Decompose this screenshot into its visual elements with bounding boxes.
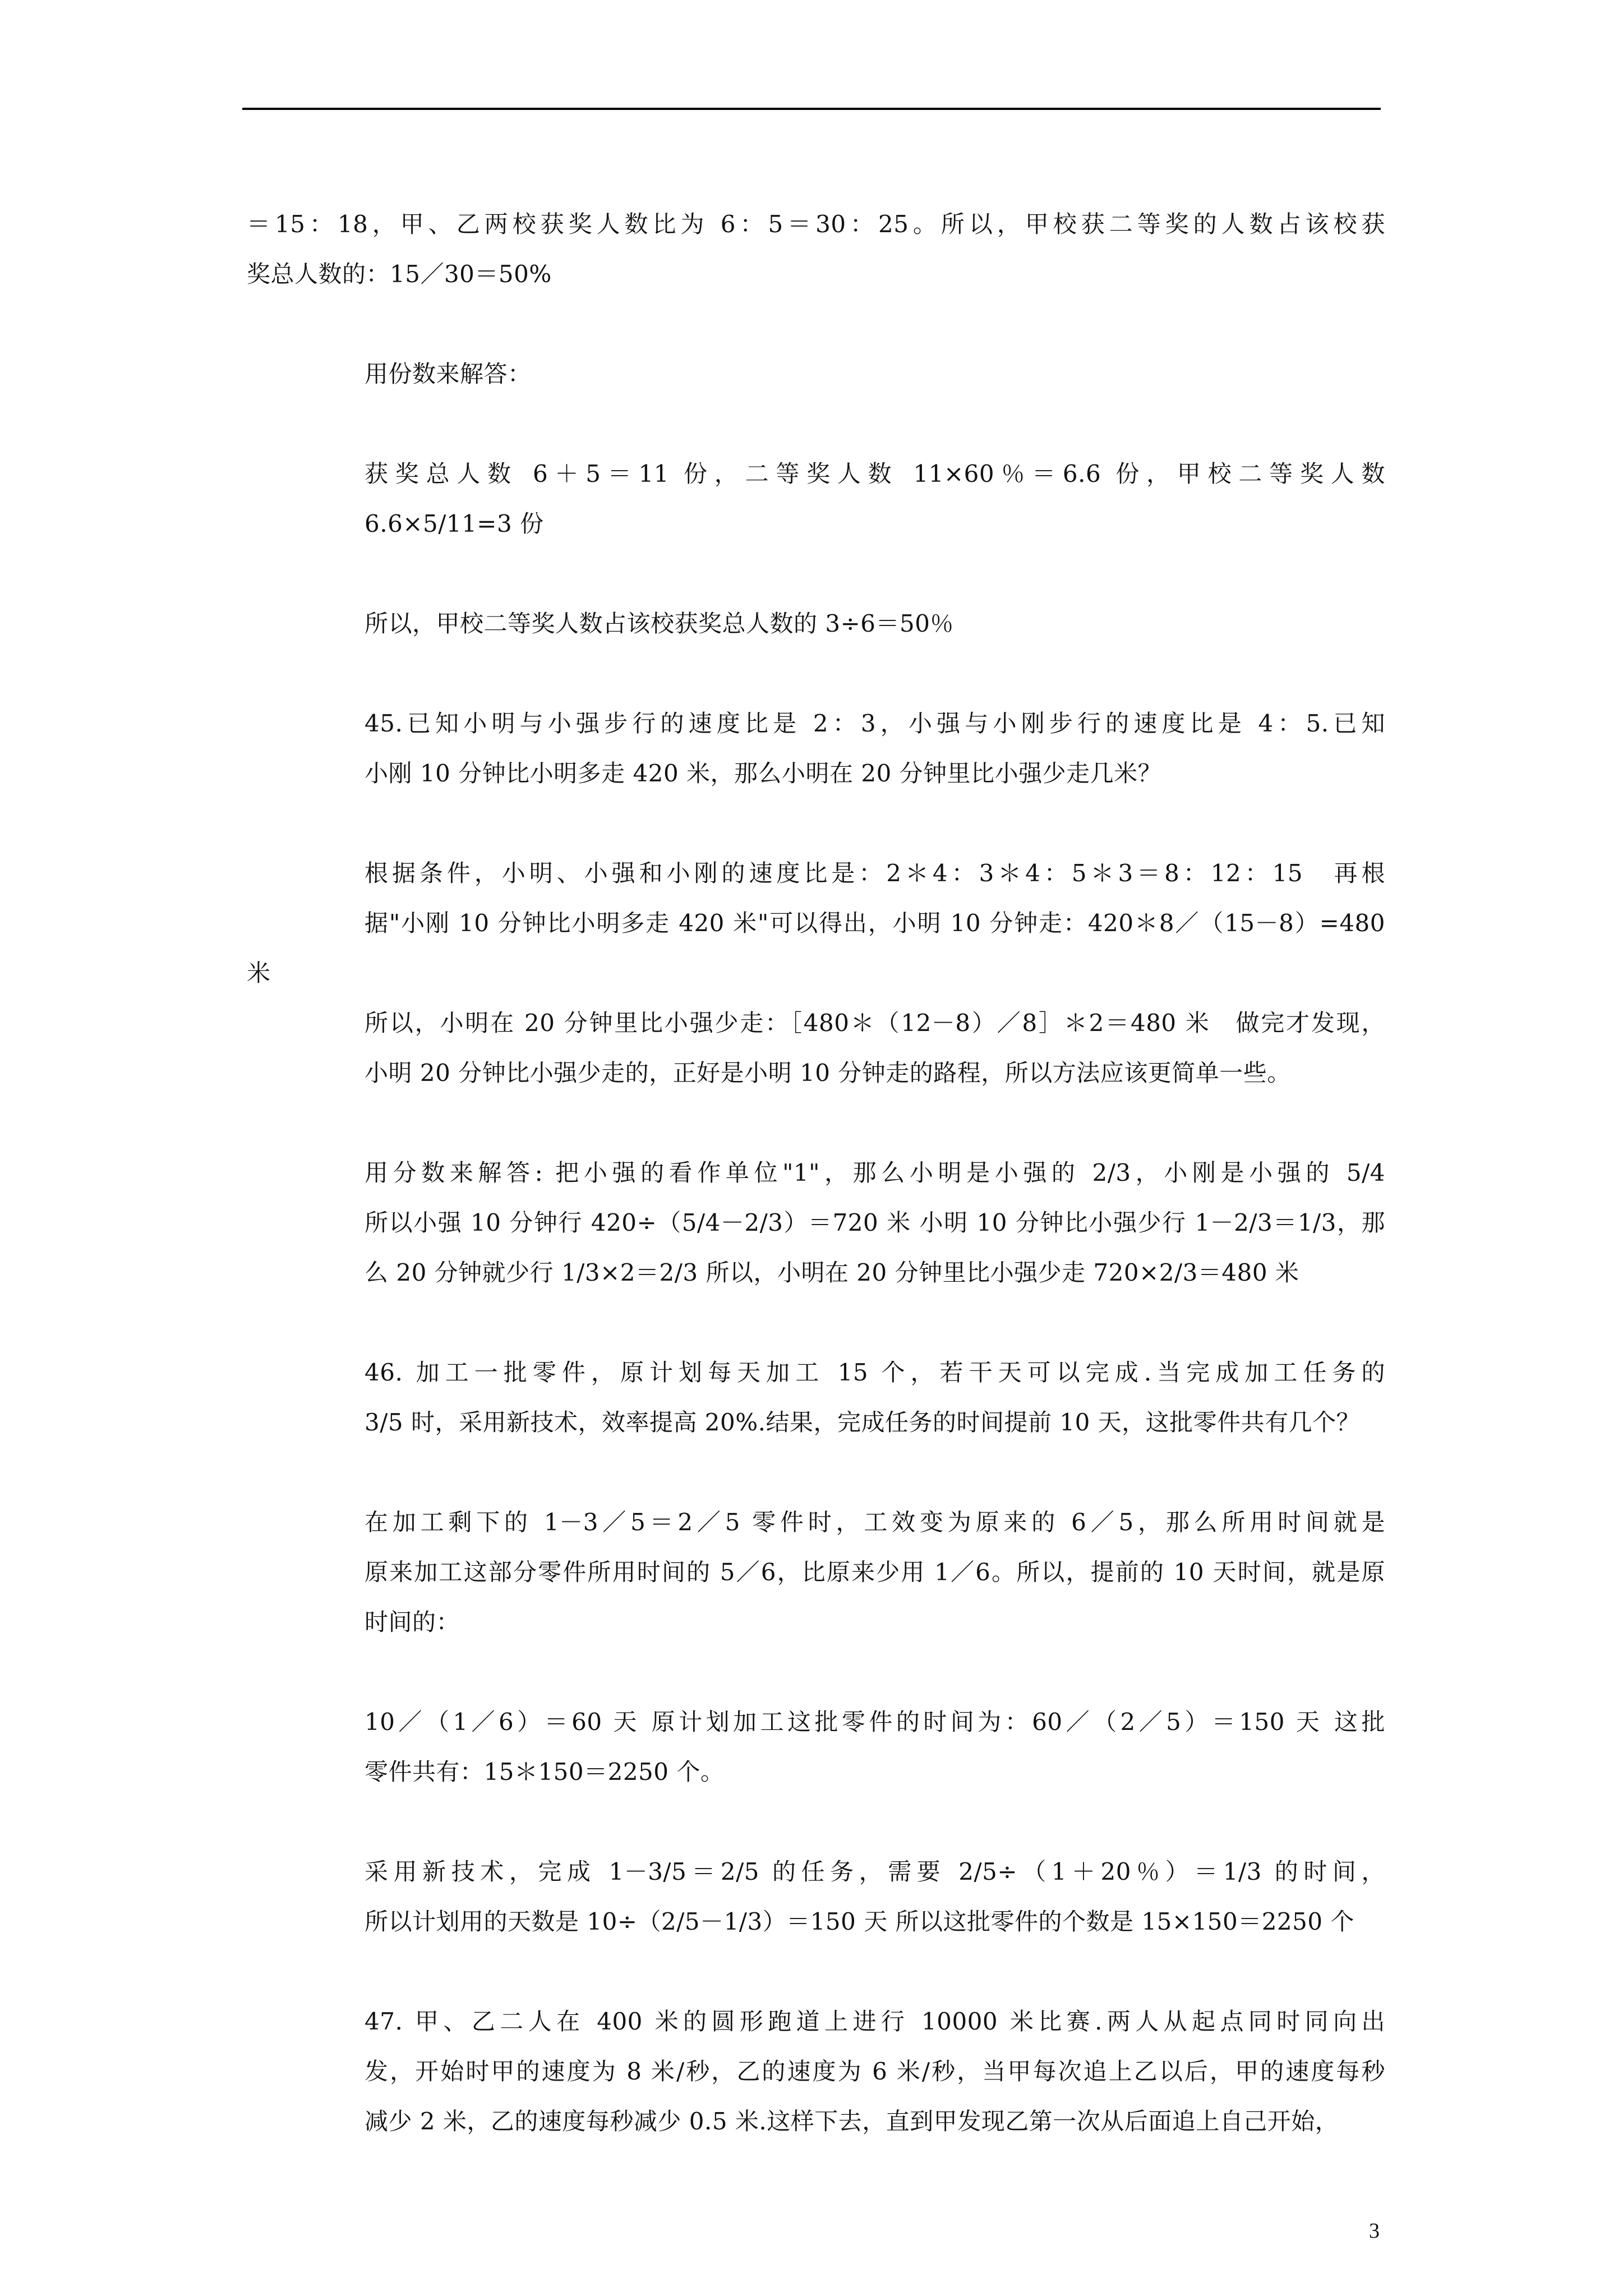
text-line: 所以小强 10 分钟行 420÷（5/4－2/3）＝720 米 小明 10 分钟比小强少行 1－2/3＝1/3，那	[365, 1209, 1385, 1236]
text-line: 6.6×5/11=3 份	[365, 510, 544, 537]
text-line: 用份数来解答：	[365, 360, 532, 388]
paragraph	[247, 1347, 1385, 1447]
text-line: 时间的：	[365, 1608, 460, 1636]
text-line: 获奖总人数 6＋5＝11 份，二等奖人数 11×60％＝6.6 份，甲校二等奖人数	[365, 460, 1385, 487]
paragraph	[247, 1847, 1385, 1947]
text-line: 47. 甲、乙二人在 400 米的圆形跑道上进行 10000 米比赛.两人从起点同时同向出	[365, 2008, 1385, 2035]
paragraph	[247, 1497, 1385, 1647]
text-line: 零件共有：15＊150＝2250 个。	[365, 1758, 725, 1786]
text-line: 么 20 分钟就少行 1/3×2＝2/3 所以，小明在 20 分钟里比小强少走 720×2/3＝480 米	[365, 1259, 1299, 1286]
text-line: 所以，甲校二等奖人数占该校获奖总人数的 3÷6＝50％	[365, 610, 954, 637]
text-line: 45.已知小明与小强步行的速度比是 2：3，小强与小刚步行的速度比是 4：5.已知	[365, 710, 1385, 737]
text-line: 在加工剩下的 1－3／5＝2／5 零件时，工效变为原来的 6／5，那么所用时间就是	[365, 1508, 1385, 1536]
document-body	[247, 199, 1385, 2196]
paragraph	[247, 449, 1385, 549]
text-line: ＝15：18，甲、乙两校获奖人数比为 6：5＝30：25。所以，甲校获二等奖的人数占该校获	[247, 210, 1385, 238]
paragraph	[247, 1996, 1385, 2146]
text-line: 奖总人数的：15／30＝50%	[247, 260, 552, 288]
paragraph	[247, 1697, 1385, 1797]
paragraph	[247, 848, 1385, 1098]
paragraph	[247, 199, 1385, 299]
page-number: 3	[1369, 2219, 1380, 2243]
text-line: 原来加工这部分零件所用时间的 5／6，比原来少用 1／6。所以，提前的 10 天时间，就是原	[365, 1558, 1385, 1586]
text-line: 46. 加工一批零件，原计划每天加工 15 个，若干天可以完成.当完成加工任务的	[365, 1359, 1385, 1386]
text-line: 根据条件，小明、小强和小刚的速度比是：2＊4：3＊4：5＊3＝8：12：15 再根	[365, 859, 1385, 887]
text-line: 采用新技术，完成 1－3/5＝2/5 的任务，需要 2/5÷（1＋20％）＝1/3 的时间，	[365, 1858, 1385, 1885]
text-line: 所以，小明在 20 分钟里比小强少走：［480＊（12－8）／8］＊2＝480 米 做完才发现，	[365, 1009, 1385, 1037]
paragraph	[247, 698, 1385, 798]
paragraph	[247, 349, 1385, 399]
text-line: 3/5 时，采用新技术，效率提高 20%.结果，完成任务的时间提前 10 天，这批零件共有几个？	[365, 1409, 1361, 1436]
text-line: 10／（1／6）＝60 天 原计划加工这批零件的时间为：60／（2／5）＝150 天 这批	[365, 1708, 1385, 1736]
text-line: 据"小刚 10 分钟比小明多走 420 米"可以得出，小明 10 分钟走：420＊8／（15－8）=480 米	[247, 909, 1385, 987]
text-line: 用分数来解答: 把小强的看作单位"1"，那么小明是小强的 2/3，小刚是小强的 5/4	[365, 1159, 1385, 1186]
paragraph	[247, 599, 1385, 648]
text-line: 小刚 10 分钟比小明多走 420 米，那么小明在 20 分钟里比小强少走几米？	[365, 760, 1162, 787]
header-rule	[242, 108, 1381, 110]
text-line: 所以计划用的天数是 10÷（2/5－1/3）＝150 天 所以这批零件的个数是 15×150＝2250 个	[365, 1908, 1354, 1935]
text-line: 减少 2 米，乙的速度每秒减少 0.5 米.这样下去，直到甲发现乙第一次从后面追上自己开始，	[365, 2108, 1339, 2135]
text-line: 小明 20 分钟比小强少走的，正好是小明 10 分钟走的路程，所以方法应该更简单一些。	[365, 1059, 1291, 1087]
text-line: 发，开始时甲的速度为 8 米/秒，乙的速度为 6 米/秒，当甲每次追上乙以后，甲的速度每秒	[365, 2058, 1385, 2085]
paragraph	[247, 1148, 1385, 1297]
